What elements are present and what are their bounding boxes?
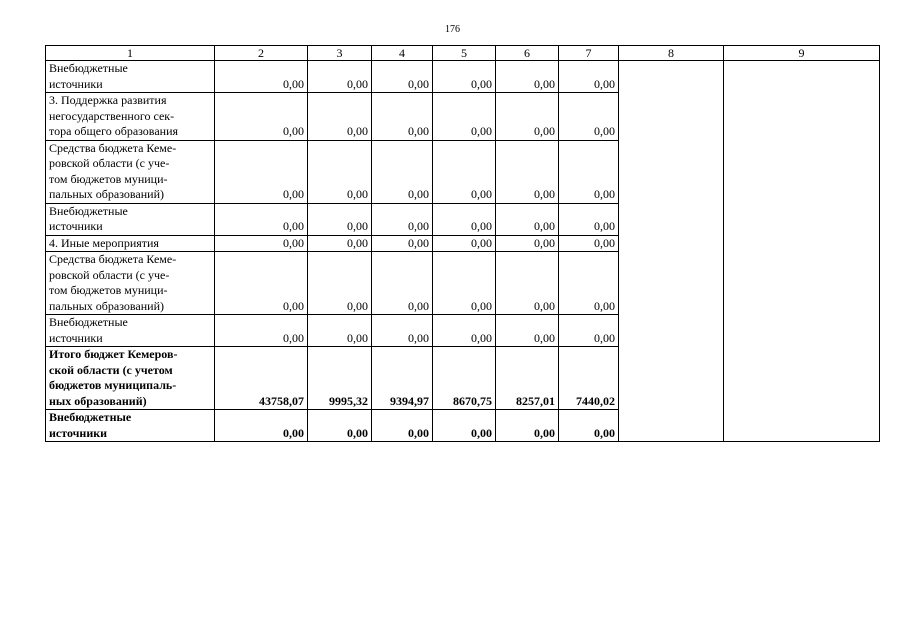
- column-header: 5: [433, 46, 496, 61]
- value-cell: 0,00: [433, 410, 496, 442]
- value-cell: 0,00: [308, 93, 372, 141]
- value-cell: 0,00: [433, 235, 496, 252]
- row-label: Внебюджетные источники: [46, 410, 215, 442]
- value-cell: 0,00: [215, 140, 308, 203]
- value-cell: 0,00: [308, 410, 372, 442]
- value-cell: 0,00: [559, 235, 619, 252]
- value-cell: 0,00: [559, 61, 619, 93]
- column-header: 2: [215, 46, 308, 61]
- column-number-header-row: [46, 46, 880, 61]
- value-cell: 43758,07: [215, 347, 308, 410]
- budget-table: [45, 45, 880, 442]
- value-cell: 0,00: [433, 140, 496, 203]
- row-label: Внебюджетные источники: [46, 315, 215, 347]
- value-cell: 0,00: [372, 315, 433, 347]
- value-cell: 0,00: [496, 140, 559, 203]
- column-header: 7: [559, 46, 619, 61]
- value-cell: 0,00: [496, 252, 559, 315]
- value-cell: 8670,75: [433, 347, 496, 410]
- value-cell: 0,00: [215, 203, 308, 235]
- value-cell: 0,00: [215, 252, 308, 315]
- value-cell: 0,00: [496, 61, 559, 93]
- value-cell: 8257,01: [496, 347, 559, 410]
- row-label: 3. Поддержка развития негосударственного сек- тора общего образования: [46, 93, 215, 141]
- value-cell: 0,00: [496, 315, 559, 347]
- value-cell: 0,00: [308, 252, 372, 315]
- value-cell: 0,00: [496, 93, 559, 141]
- value-cell: 0,00: [308, 235, 372, 252]
- value-cell: 0,00: [372, 235, 433, 252]
- value-cell: 0,00: [433, 61, 496, 93]
- value-cell: 0,00: [215, 93, 308, 141]
- column-header: 6: [496, 46, 559, 61]
- value-cell: 0,00: [559, 252, 619, 315]
- column-9-cell: [724, 61, 880, 442]
- value-cell: 0,00: [496, 410, 559, 442]
- value-cell: 9394,97: [372, 347, 433, 410]
- value-cell: 0,00: [308, 61, 372, 93]
- page-number: 176: [445, 24, 460, 35]
- row-label: Средства бюджета Кеме- ровской области (с уче- том бюджетов муници- пальных образований): [46, 252, 215, 315]
- value-cell: 0,00: [308, 140, 372, 203]
- row-label: Внебюджетные источники: [46, 61, 215, 93]
- value-cell: 7440,02: [559, 347, 619, 410]
- value-cell: 0,00: [372, 61, 433, 93]
- value-cell: 0,00: [308, 315, 372, 347]
- value-cell: 0,00: [496, 203, 559, 235]
- row-label: 4. Иные мероприятия: [46, 235, 215, 252]
- value-cell: 0,00: [372, 93, 433, 141]
- table-body: [46, 61, 880, 442]
- column-8-cell: [619, 61, 724, 442]
- value-cell: 0,00: [433, 93, 496, 141]
- value-cell: 0,00: [559, 93, 619, 141]
- column-header: 9: [724, 46, 880, 61]
- column-header: 3: [308, 46, 372, 61]
- value-cell: 0,00: [433, 203, 496, 235]
- value-cell: 9995,32: [308, 347, 372, 410]
- value-cell: 0,00: [559, 203, 619, 235]
- column-header: 4: [372, 46, 433, 61]
- value-cell: 0,00: [433, 252, 496, 315]
- column-header: 8: [619, 46, 724, 61]
- value-cell: 0,00: [308, 203, 372, 235]
- value-cell: 0,00: [559, 410, 619, 442]
- value-cell: 0,00: [215, 235, 308, 252]
- value-cell: 0,00: [215, 410, 308, 442]
- row-label: Средства бюджета Кеме- ровской области (с уче- том бюджетов муници- пальных образований): [46, 140, 215, 203]
- column-header: 1: [46, 46, 215, 61]
- value-cell: 0,00: [559, 315, 619, 347]
- value-cell: 0,00: [372, 410, 433, 442]
- row-label: Внебюджетные источники: [46, 203, 215, 235]
- value-cell: 0,00: [215, 61, 308, 93]
- value-cell: 0,00: [496, 235, 559, 252]
- value-cell: 0,00: [559, 140, 619, 203]
- table-row: [46, 61, 880, 93]
- row-label: Итого бюджет Кемеров- ской области (с учетом бюджетов муниципаль- ных образований): [46, 347, 215, 410]
- value-cell: 0,00: [372, 140, 433, 203]
- value-cell: 0,00: [215, 315, 308, 347]
- value-cell: 0,00: [372, 203, 433, 235]
- value-cell: 0,00: [372, 252, 433, 315]
- value-cell: 0,00: [433, 315, 496, 347]
